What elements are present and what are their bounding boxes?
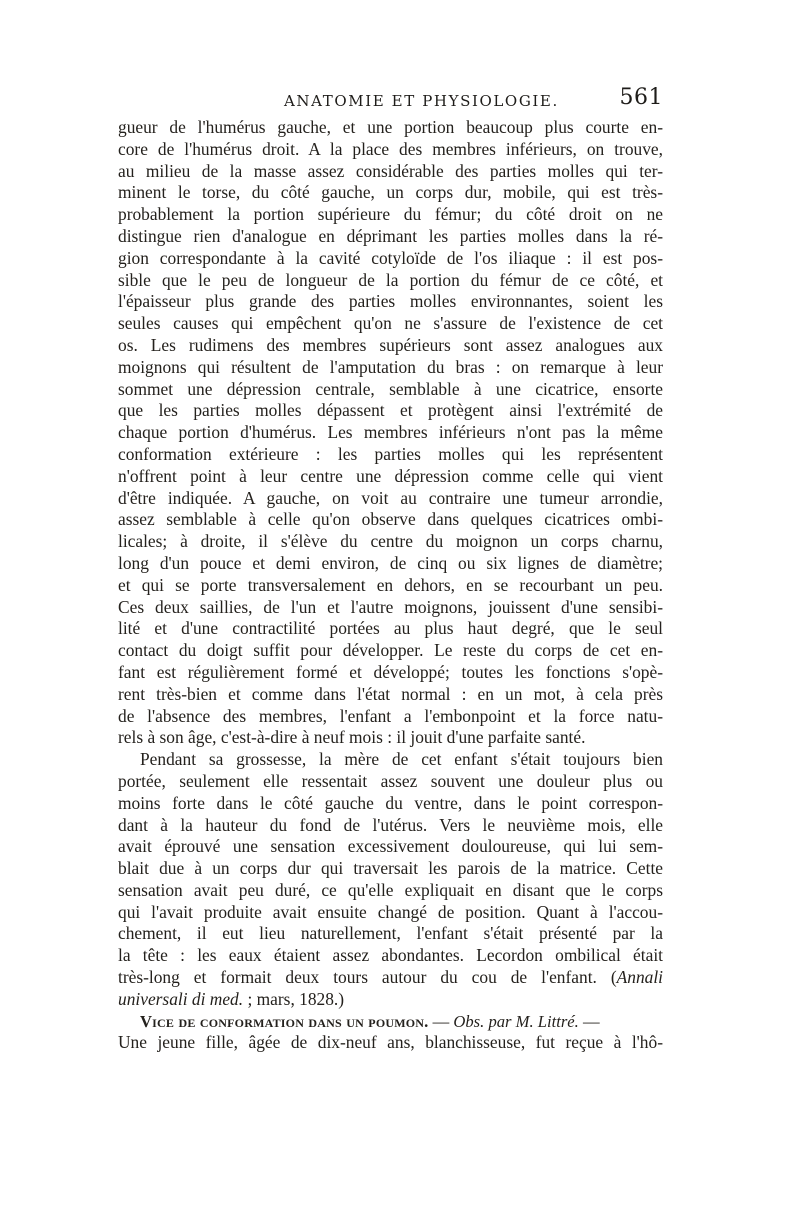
text-line: os. Les rudimens des membres supérieurs sont assez analogues aux <box>118 334 663 355</box>
citation-line <box>118 967 663 989</box>
text-line: moignons qui résultent de l'amputation du bras : on remarque à leur <box>118 356 663 377</box>
text-line: Une jeune fille, âgée de dix-neuf ans, blanchisseuse, fut reçue à l'hô- <box>118 1032 663 1053</box>
citation-line-end <box>118 989 663 1011</box>
text-line: moins forte dans le côté gauche du ventre, dans le point correspon- <box>118 792 663 813</box>
text-line: gueur de l'humérus gauche, et une portion beaucoup plus courte en- <box>118 117 663 137</box>
section-heading: Vice de conformation dans un poumon. <box>140 1011 429 1031</box>
heading-dash: — <box>428 1011 454 1031</box>
text-line: Ces deux saillies, de l'un et l'autre moignons, jouissent d'une sensibi- <box>118 596 663 617</box>
heading-dash: — <box>578 1011 600 1031</box>
citation-journal-title-cont: universali di med. <box>118 988 244 1009</box>
text-line: gion correspondante à la cavité cotyloïde de l'os iliaque : il est pos- <box>118 247 663 268</box>
text-line: au milieu de la masse assez considérable des parties molles qui ter- <box>118 160 663 181</box>
text-line: sible que le peu de longueur de la portion du fémur de ce côté, et <box>118 269 663 290</box>
page-header <box>118 85 663 118</box>
text-line: seules causes qui empêchent qu'on ne s'assure de l'existence de cet <box>118 313 663 334</box>
text-line: dant à la hauteur du fond de l'utérus. Vers le neuvième mois, elle <box>118 814 663 835</box>
citation-date: ; mars, 1828.) <box>243 988 345 1009</box>
text-line: chaque portion d'humérus. Les membres inférieurs n'ont pas la même <box>118 422 663 443</box>
text-line: et qui se porte transversalement en dehors, en se recourbant un peu. <box>118 574 663 595</box>
observation-author: Obs. par M. Littré. <box>453 1011 579 1031</box>
text-line: contact du doigt suffit pour développer. Le reste du corps de cet en- <box>118 640 663 661</box>
text-line: Pendant sa grossesse, la mère de cet enfant s'était toujours bien <box>140 749 663 770</box>
text-line: assez semblable à celle qu'on observe dans quelques cicatrices ombi- <box>118 509 663 530</box>
text-line: d'être indiquée. A gauche, on voit au contraire une tumeur arrondie, <box>118 487 663 508</box>
text-line: qui l'avait produite avait ensuite changé de position. Quant à l'accou- <box>118 901 663 922</box>
text-line: la tête : les eaux étaient assez abondantes. Lecordon ombilical était <box>118 945 663 966</box>
text-line: probablement la portion supérieure du fémur; du côté droit on ne <box>118 204 663 225</box>
text-line: portée, seulement elle ressentait assez souvent une douleur plus ou <box>118 770 663 791</box>
text-line: rent très-bien et comme dans l'état normal : en un mot, à cela près <box>118 683 663 704</box>
text-line: l'épaisseur plus grande des parties molles environnantes, soient les <box>118 291 663 312</box>
text-line: conformation extérieure : les parties molles qui les représentent <box>118 443 663 464</box>
text-line: de l'absence des membres, l'enfant a l'embonpoint et la force natu- <box>118 705 663 726</box>
text-line-start: très-long et formait deux tours autour du cou de l'enfant. ( <box>118 967 617 988</box>
page-number: 561 <box>619 85 663 110</box>
text-line: distingue rien d'analogue en déprimant les parties molles dans la ré- <box>118 225 663 246</box>
text-line: lité et d'une contractilité portées au plus haut degré, que le seul <box>118 618 663 639</box>
paragraph-1 <box>118 117 663 749</box>
text-line: fant est régulièrement formé et développé; toutes les fonctions s'opè- <box>118 661 663 682</box>
text-line: que les parties molles dépassent et protègent ainsi l'extrémité de <box>118 400 663 421</box>
text-line: blait due à un corps dur qui traversait les parois de la matrice. Cette <box>118 858 663 879</box>
section-heading-line <box>118 1011 663 1033</box>
text-line: rels à son âge, c'est-à-dire à neuf mois : il jouit d'une parfaite santé. <box>118 727 586 748</box>
text-line: chement, il eut lieu naturellement, l'enfant s'était présenté par la <box>118 923 663 944</box>
text-line: n'offrent point à leur centre une dépression comme celle qui vient <box>118 465 663 486</box>
text-line: licales; à droite, il s'élève du centre du moignon un corps charnu, <box>118 531 663 552</box>
paragraph-2 <box>118 749 663 1011</box>
text-line: sommet une dépression centrale, semblable à une cicatrice, ensorte <box>118 378 663 399</box>
body-text <box>118 117 663 1054</box>
text-line: minent le torse, du côté gauche, un corps dur, mobile, qui est très- <box>118 182 663 203</box>
citation-journal-title: Annali <box>616 967 663 988</box>
section-start <box>118 1011 663 1055</box>
text-line: avait éprouvé une sensation excessivement douloureuse, qui lui sem- <box>118 836 663 857</box>
text-line: sensation avait peu duré, ce qu'elle expliquait en disant que le corps <box>118 879 663 900</box>
text-line: long d'un pouce et demi environ, de cinq ou six lignes de diamètre; <box>118 552 663 573</box>
text-line: core de l'humérus droit. A la place des membres inférieurs, on trouve, <box>118 138 663 159</box>
running-title: ANATOMIE ET PHYSIOLOGIE. <box>284 92 559 110</box>
